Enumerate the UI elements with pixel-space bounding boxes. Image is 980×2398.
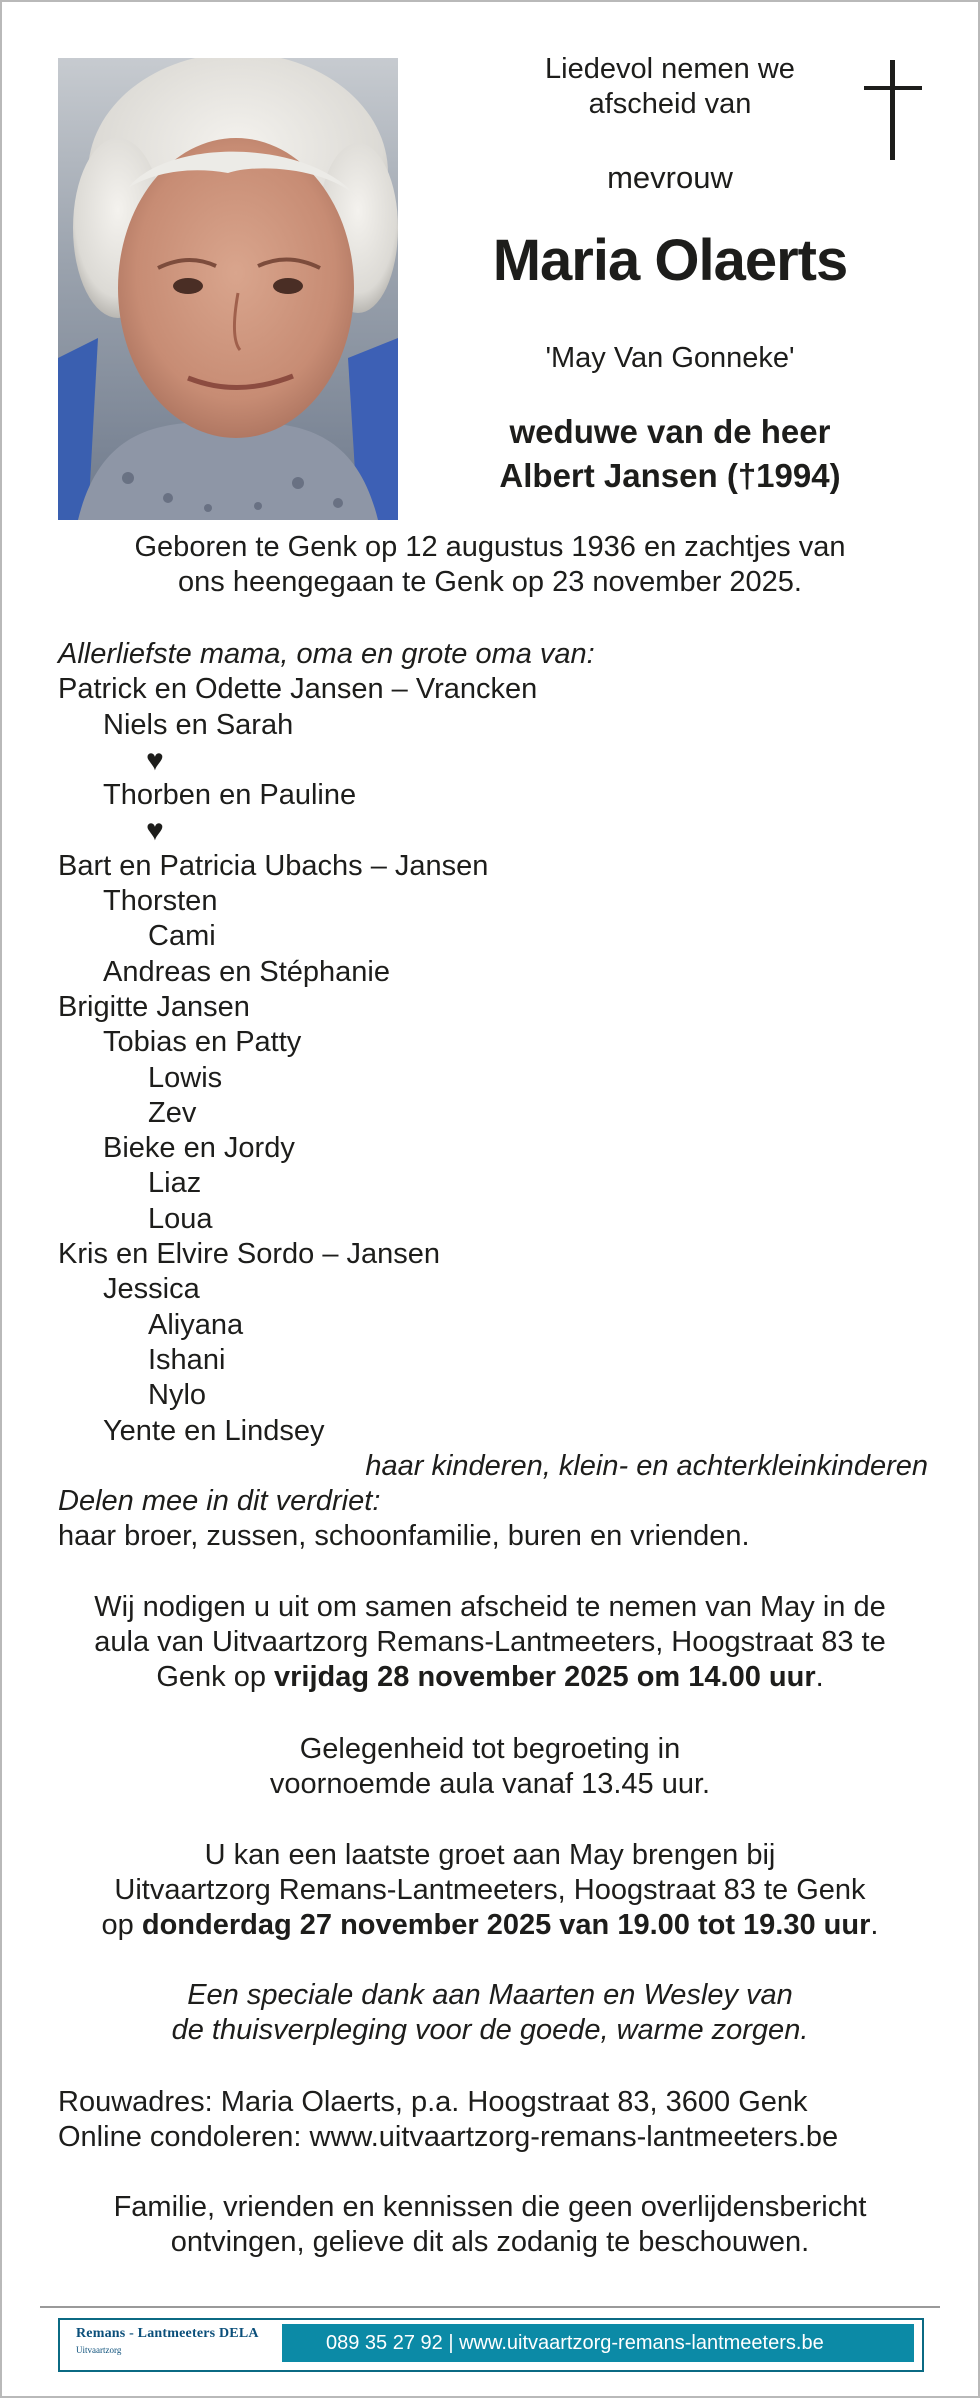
logo-subtitle: Uitvaartzorg xyxy=(76,2345,122,2355)
widow-text xyxy=(420,410,920,498)
thanks-text xyxy=(58,1978,922,2048)
ceremony-line-3-post: . xyxy=(815,1661,824,1693)
visit-line-3-post: . xyxy=(870,1909,879,1941)
share-heading: Delen mee in dit verdriet: xyxy=(58,1485,381,1518)
ceremony-datetime: vrijdag 28 november 2025 om 14.00 uur xyxy=(274,1661,816,1693)
heart-icon: ♥ xyxy=(146,743,164,777)
intro-line-1: Liedevol nemen we xyxy=(545,53,795,85)
family-member: Bart en Patricia Ubachs – Jansen xyxy=(58,849,489,882)
family-member: Aliyana xyxy=(148,1308,244,1341)
family-member: Nylo xyxy=(148,1379,207,1412)
funeral-home-logo xyxy=(76,2326,259,2355)
family-member: Zev xyxy=(148,1096,197,1129)
ceremony-line-3-pre: Genk op xyxy=(156,1661,275,1693)
family-member: Andreas en Stéphanie xyxy=(103,955,390,988)
visit-line-1: U kan een laatste groet aan May brengen bij xyxy=(204,1839,776,1871)
family-member: Yente en Lindsey xyxy=(103,1414,325,1447)
thanks-line-2: de thuisverpleging voor de goede, warme zorgen. xyxy=(171,2014,809,2046)
family-list xyxy=(58,637,928,1555)
widow-line-1: weduwe van de heer xyxy=(509,413,831,450)
logo-name: Remans - Lantmeeters DELA xyxy=(76,2326,259,2341)
portrait-photo xyxy=(58,58,398,520)
family-member: Liaz xyxy=(148,1167,202,1200)
contact-text xyxy=(58,2085,938,2155)
footer-divider xyxy=(40,2306,940,2308)
deceased-name: Maria Olaerts xyxy=(492,228,848,293)
notice-text xyxy=(58,2190,922,2260)
footer-website[interactable]: www.uitvaartzorg-remans-lantmeeters.be xyxy=(459,2332,824,2354)
family-member: Ishani xyxy=(148,1343,226,1376)
family-member: Lowis xyxy=(148,1061,223,1094)
notice-line-2: ontvingen, gelieve dit als zodanig te beschouwen. xyxy=(170,2226,810,2258)
ceremony-line-3 xyxy=(58,1660,922,1695)
family-member: Kris en Elvire Sordo – Jansen xyxy=(58,1238,441,1271)
mourning-address: Rouwadres: Maria Olaerts, p.a. Hoogstraat 83, 3600 Genk xyxy=(58,2086,808,2118)
family-lines xyxy=(58,672,928,1449)
footer-separator: | xyxy=(448,2332,454,2354)
family-member: Patrick en Odette Jansen – Vrancken xyxy=(58,673,538,706)
footer-phone[interactable]: 089 35 27 92 xyxy=(326,2332,443,2354)
intro-text xyxy=(420,52,920,122)
ceremony-line-2: aula van Uitvaartzorg Remans-Lantmeeters, Hoogstraat 83 te xyxy=(94,1626,886,1658)
family-member: Brigitte Jansen xyxy=(58,990,250,1023)
greeting-line-2: voornoemde aula vanaf 13.45 uur. xyxy=(269,1768,711,1800)
heart-icon: ♥ xyxy=(146,814,164,848)
family-member: Tobias en Patty xyxy=(103,1026,302,1059)
birth-death-text xyxy=(58,530,922,600)
family-member: Thorsten xyxy=(103,885,218,918)
footer-contact-bar xyxy=(282,2324,914,2362)
title-prefix: mevrouw xyxy=(607,160,733,195)
visit-datetime: donderdag 27 november 2025 van 19.00 tot 19.30 uur xyxy=(141,1909,871,1941)
online-condolences[interactable]: Online condoleren: www.uitvaartzorg-remans-lantmeeters.be xyxy=(58,2121,839,2153)
family-member: Cami xyxy=(148,920,216,953)
visit-text xyxy=(58,1838,922,1943)
funeral-home-footer xyxy=(58,2318,924,2372)
family-member: Loua xyxy=(148,1202,213,1235)
greeting-line-1: Gelegenheid tot begroeting in xyxy=(299,1733,681,1765)
thanks-line-1: Een speciale dank aan Maarten en Wesley van xyxy=(187,1979,793,2011)
intro-line-2: afscheid van xyxy=(588,88,752,120)
family-heading: Allerliefste mama, oma en grote oma van: xyxy=(58,638,595,670)
born-line-2: ons heengegaan te Genk op 23 november 2025. xyxy=(178,566,802,598)
greeting-text xyxy=(58,1732,922,1802)
ceremony-text xyxy=(58,1590,922,1695)
family-member: Bieke en Jordy xyxy=(103,1132,295,1165)
visit-line-2: Uitvaartzorg Remans-Lantmeeters, Hoogstraat 83 te Genk xyxy=(114,1874,866,1906)
born-line-1: Geboren te Genk op 12 augustus 1936 en zachtjes van xyxy=(134,531,846,563)
family-member: Jessica xyxy=(103,1273,200,1306)
nickname: 'May Van Gonneke' xyxy=(545,342,795,374)
notice-line-1: Familie, vrienden en kennissen die geen overlijdensbericht xyxy=(113,2191,867,2223)
ceremony-line-1: Wij nodigen u uit om samen afscheid te nemen van May in de xyxy=(94,1591,886,1623)
family-member: Niels en Sarah xyxy=(103,708,294,741)
visit-line-3 xyxy=(58,1908,922,1943)
share-text: haar broer, zussen, schoonfamilie, buren en vrienden. xyxy=(58,1520,750,1553)
visit-line-3-pre: op xyxy=(101,1909,142,1941)
widow-line-2: Albert Jansen (†1994) xyxy=(499,457,841,494)
family-member: Thorben en Pauline xyxy=(103,779,357,812)
family-closing: haar kinderen, klein- en achterkleinkinderen xyxy=(365,1449,928,1482)
